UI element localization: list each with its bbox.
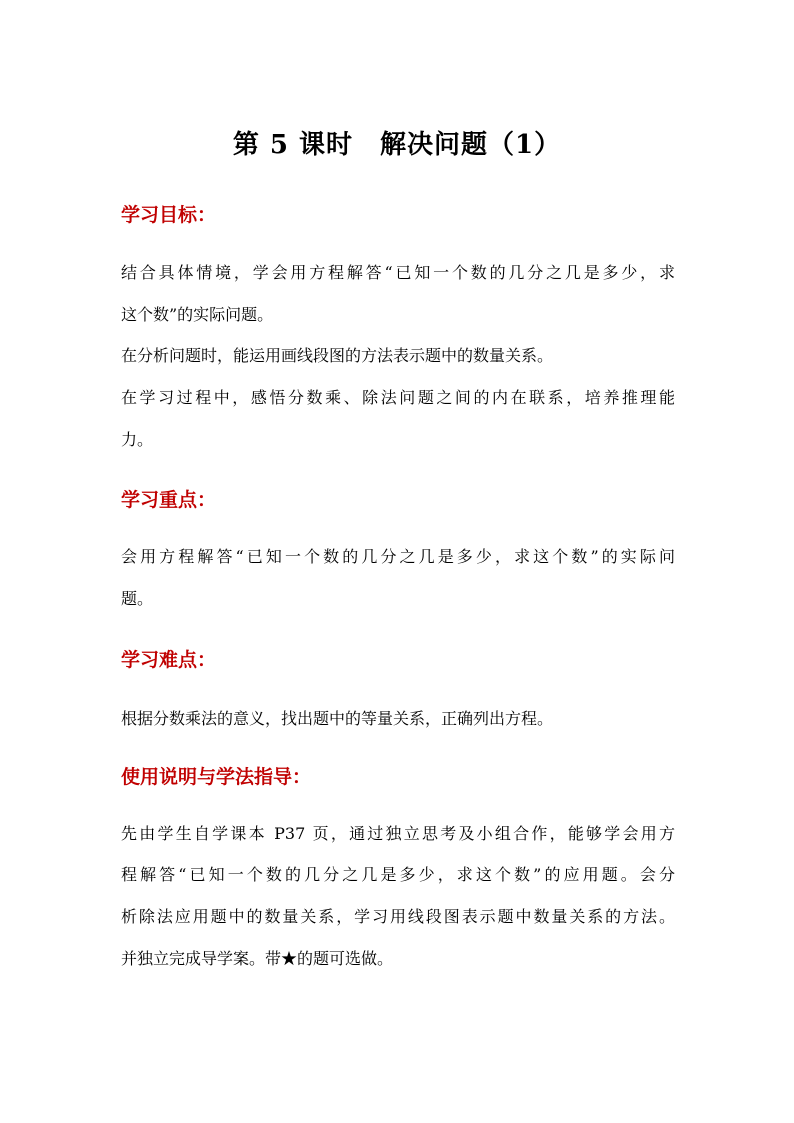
key-points-heading: 学习重点： xyxy=(121,489,217,511)
objectives-line: 这个数”的实际问题。 xyxy=(121,305,274,324)
difficulties-heading: 学习难点： xyxy=(121,649,217,671)
objectives-line: 力。 xyxy=(121,430,154,449)
difficulties-line: 根据分数乘法的意义，找出题中的等量关系，正确列出方程。 xyxy=(121,709,554,728)
page-title: 第 5 课时 解决问题（1） xyxy=(232,130,562,160)
key-points-line: 会用方程解答“已知一个数的几分之几是多少，求这个数”的实际问 xyxy=(121,547,675,566)
key-points-line: 题。 xyxy=(121,589,154,608)
objectives-line: 结合具体情境，学会用方程解答“已知一个数的几分之几是多少，求 xyxy=(121,263,675,282)
instructions-line: 程解答“已知一个数的几分之几是多少，求这个数”的应用题。会分 xyxy=(121,865,675,884)
objectives-line: 在学习过程中，感悟分数乘、除法问题之间的内在联系，培养推理能 xyxy=(121,388,675,407)
instructions-line: 并独立完成导学案。带★的题可选做。 xyxy=(121,949,394,968)
objectives-line: 在分析问题时，能运用画线段图的方法表示题中的数量关系。 xyxy=(121,346,554,365)
objectives-heading: 学习目标： xyxy=(121,204,217,226)
instructions-line: 先由学生自学课本 P37 页，通过独立思考及小组合作，能够学会用方 xyxy=(121,824,675,843)
instructions-heading: 使用说明与学法指导： xyxy=(121,766,312,788)
instructions-line: 析除法应用题中的数量关系，学习用线段图表示题中数量关系的方法。 xyxy=(121,907,675,926)
